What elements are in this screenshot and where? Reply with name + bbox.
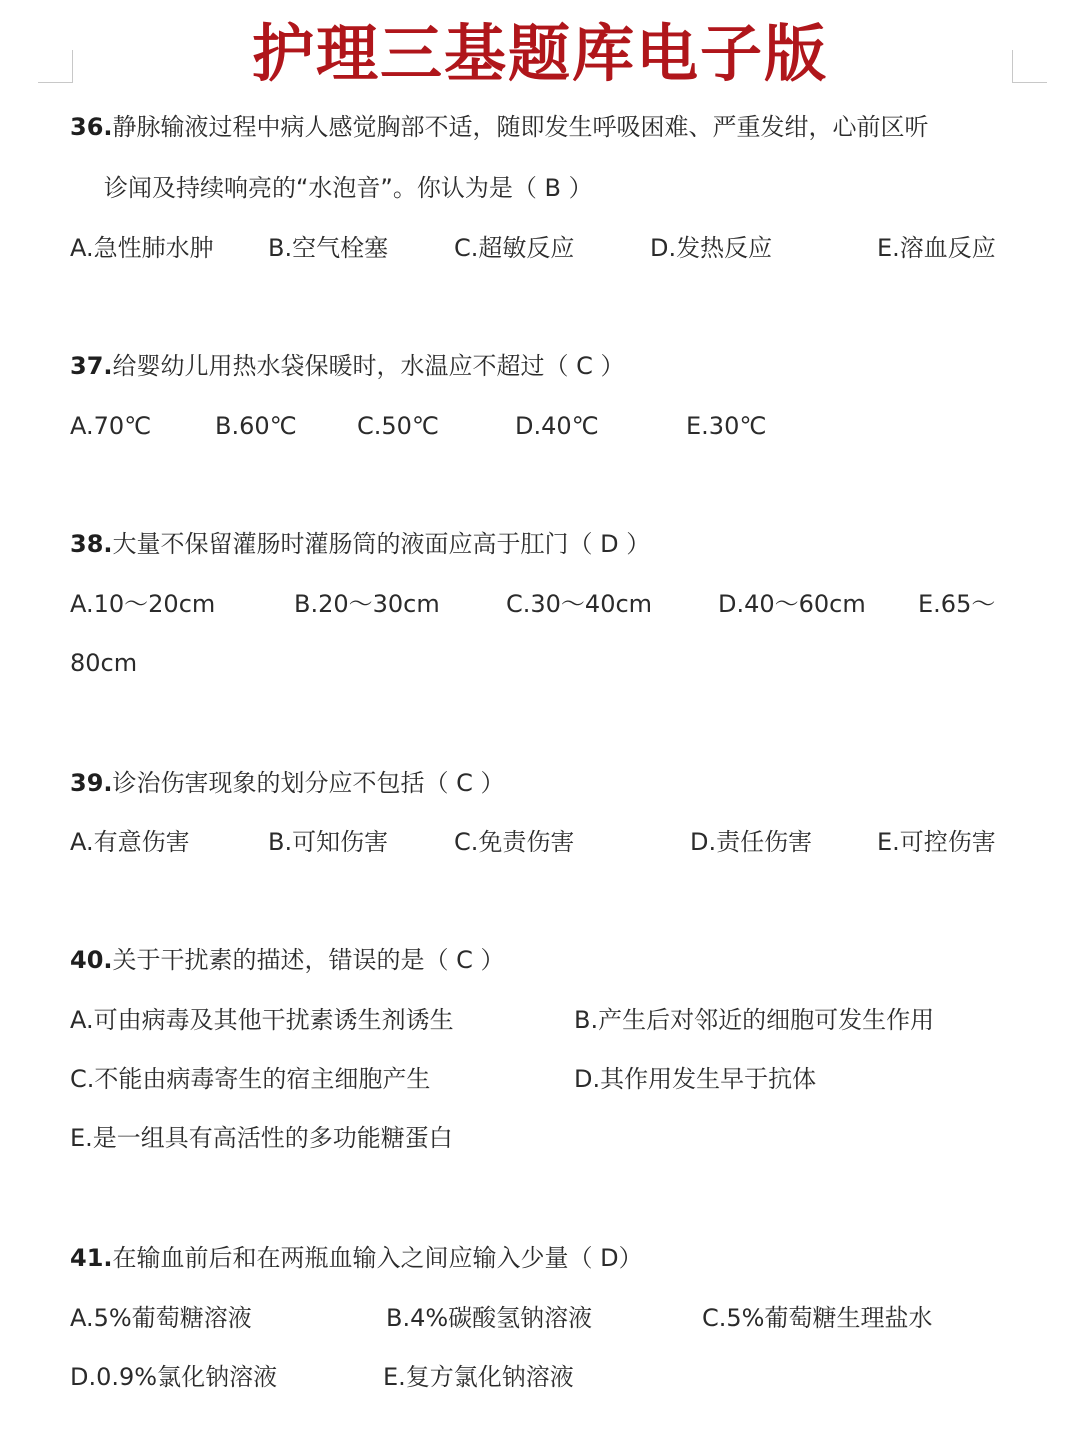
option-b: B.60℃ xyxy=(215,412,297,440)
option-e: E.复方氯化钠溶液 xyxy=(383,1363,574,1391)
option-e: E.溶血反应 xyxy=(877,234,996,262)
option-c: C.5%葡萄糖生理盐水 xyxy=(702,1304,933,1332)
page-title: 护理三基题库电子版 xyxy=(251,17,828,90)
option-c: C.免责伤害 xyxy=(454,828,575,856)
option-d: D.40～60cm xyxy=(718,590,866,618)
question-stem: 39.诊治伤害现象的划分应不包括（ C ） xyxy=(70,769,505,797)
option-e: E.可控伤害 xyxy=(877,828,996,856)
option-d: D.其作用发生早于抗体 xyxy=(574,1065,817,1093)
option-a: A.急性肺水肿 xyxy=(70,234,214,262)
option-a: A.70℃ xyxy=(70,412,152,440)
question-stem: 36.静脉输液过程中病人感觉胸部不适，随即发生呼吸困难、严重发绀，心前区听 xyxy=(70,113,929,141)
option-b: B.产生后对邻近的细胞可发生作用 xyxy=(574,1006,935,1034)
question-number: 36. xyxy=(70,113,113,141)
option-d: D.发热反应 xyxy=(650,234,773,262)
option-e: E.30℃ xyxy=(686,412,767,440)
option-b: B.可知伤害 xyxy=(268,828,389,856)
option-a: A.5%葡萄糖溶液 xyxy=(70,1304,252,1332)
option-a: A.有意伤害 xyxy=(70,828,190,856)
option-e-continued: 80cm xyxy=(70,649,138,677)
option-b: B.4%碳酸氢钠溶液 xyxy=(386,1304,593,1332)
question-number: 39. xyxy=(70,769,113,797)
option-c: C.超敏反应 xyxy=(454,234,575,262)
option-a: A.10～20cm xyxy=(70,590,216,618)
question-stem: 41.在输血前后和在两瓶血输入之间应输入少量（ D） xyxy=(70,1244,643,1272)
question-stem: 38.大量不保留灌肠时灌肠筒的液面应高于肛门（ D ） xyxy=(70,530,651,558)
question-stem: 37.给婴幼儿用热水袋保暖时，水温应不超过（ C ） xyxy=(70,352,625,380)
option-c: C.不能由病毒寄生的宿主细胞产生 xyxy=(70,1065,431,1093)
option-e: E.是一组具有高活性的多功能糖蛋白 xyxy=(70,1124,453,1152)
option-a: A.可由病毒及其他干扰素诱生剂诱生 xyxy=(70,1006,454,1034)
option-d: D.40℃ xyxy=(515,412,599,440)
option-c: C.50℃ xyxy=(357,412,439,440)
question-stem: 40.关于干扰素的描述，错误的是（ C ） xyxy=(70,946,505,974)
question-number: 38. xyxy=(70,530,113,558)
option-c: C.30～40cm xyxy=(506,590,653,618)
question-number: 37. xyxy=(70,352,113,380)
option-e: E.65～ xyxy=(918,590,996,618)
option-b: B.20～30cm xyxy=(294,590,440,618)
option-d: D.责任伤害 xyxy=(690,828,813,856)
question-number: 41. xyxy=(70,1244,113,1272)
option-b: B.空气栓塞 xyxy=(268,234,389,262)
question-number: 40. xyxy=(70,946,113,974)
option-d: D.0.9%氯化钠溶液 xyxy=(70,1363,278,1391)
question-stem-continued: 诊闻及持续响亮的“水泡音”。你认为是（ B ） xyxy=(104,174,593,202)
